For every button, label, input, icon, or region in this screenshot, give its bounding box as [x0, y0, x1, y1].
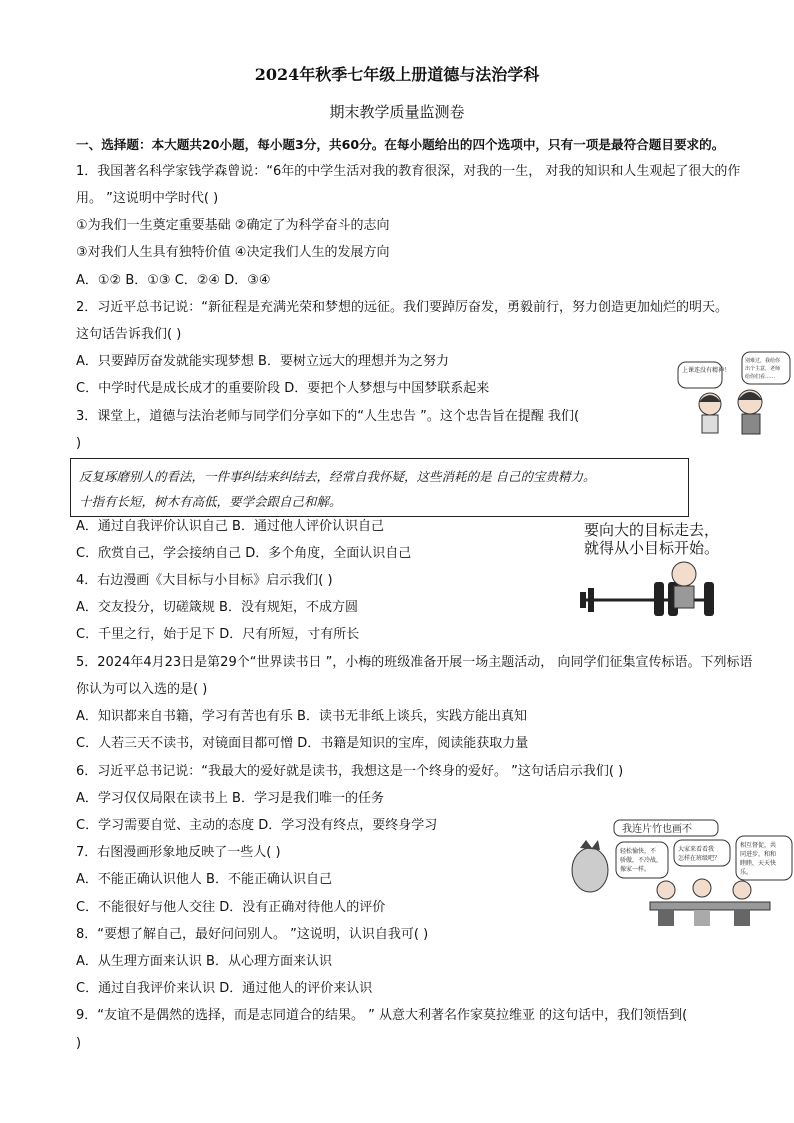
svg-text:轻松愉快，不: 轻松愉快，不: [620, 848, 657, 855]
bubble-top-text: 我连片竹也画不: [622, 824, 692, 835]
q1-stem-line1: 1．我国著名科学家钱学森曾说：“6年的中学生活对我的教育很深，对我的一生， 对我的知识和人生观起了很大的作: [76, 164, 741, 179]
page-title: 2024年秋季七年级上册道德与法治学科: [254, 65, 540, 84]
svg-text:同进步，和和: 同进步，和和: [740, 851, 777, 858]
two-children-cartoon: [676, 350, 792, 438]
q4-options-ab: A．交友投分，切磋箴规 B．没有规矩，不成方圆: [76, 600, 358, 615]
q3-quote-box: [70, 458, 689, 517]
svg-text:出个主意，老师: 出个主意，老师: [745, 366, 781, 372]
q2-options-cd: C．中学时代是成长成才的重要阶段 D．要把个人梦想与中国梦联系起来: [76, 381, 490, 396]
q4-options-cd: C．千里之行，始于足下 D．尺有所短，寸有所长: [76, 627, 360, 642]
q2-options-ab: A．只要踔厉奋发就能实现梦想 B．要树立远大的理想并为之努力: [76, 354, 449, 369]
svg-text:怎样在班级吧？: 怎样在班级吧？: [678, 855, 721, 862]
quote-line2: 十指有长短，树木有高低，要学会跟自己和解。: [79, 494, 342, 509]
q7-stem: 7．右图漫画形象地反映了一些人( ): [76, 845, 281, 860]
classroom-cartoon: [566, 818, 794, 930]
q6-stem: 6．习近平总书记说：“我最大的爱好就是读书，我想这是一个终身的爱好。 ”这句话启示我们( ): [76, 764, 624, 779]
weightlifter-caption-line2: 就得从小目标开始。: [584, 539, 720, 557]
q8-options-cd: C．通过自我评价来认识 D．通过他人的评价来认识: [76, 981, 373, 996]
svg-text:相互督促，共: 相互督促，共: [740, 842, 777, 849]
q3-stem-line1: 3．课堂上，道德与法治老师与同学们分享如下的“人生忠告 ”。这个忠告旨在提醒 我们(: [76, 409, 580, 424]
svg-text:像家一样。: 像家一样。: [620, 866, 651, 873]
q6-options-ab: A．学习仅仅局限在读书上 B．学习是我们唯一的任务: [76, 791, 384, 806]
q1-statements-2: ③对我们人生具有独特价值 ④决定我们人生的发展方向: [76, 245, 390, 260]
svg-text:睦睦，天天快: 睦睦，天天快: [740, 860, 777, 867]
q5-options-ab: A．知识都来自书籍，学习有苦也有乐 B．读书无非纸上谈兵，实践方能出真知: [76, 709, 527, 724]
q1-options: A．①② B．①③ C．②④ D．③④: [76, 273, 271, 288]
q6-options-cd: C．学习需要自觉、主动的态度 D．学习没有终点，要终身学习: [76, 818, 438, 833]
svg-text:乐。: 乐。: [740, 869, 753, 876]
q3-stem-line2: ): [76, 436, 82, 451]
q2-stem-line2: 这句话告诉我们( ): [76, 327, 182, 342]
q9-stem-line1: 9．“友谊不是偶然的选择，而是志同道合的结果。 ” 从意大利著名作家莫拉维亚 的这句话中，我们领悟到(: [76, 1008, 688, 1023]
q7-options-ab: A．不能正确认识他人 B．不能正确认识自己: [76, 872, 332, 887]
q8-stem: 8．“要想了解自己，最好问问别人。 ”这说明，认识自我可( ): [76, 927, 429, 942]
q5-stem-line2: 你认为可以入选的是( ): [76, 682, 208, 697]
svg-text:大家来看看我: 大家来看看我: [678, 846, 715, 853]
quote-line1: 反复琢磨别人的看法，一件事纠结来纠结去，经常自我怀疑，这些消耗的是 自己的宝贵精力。: [79, 469, 596, 484]
q3-options-ab: A．通过自我评价认识自己 B．通过他人评价认识自己: [76, 519, 384, 534]
svg-text:给你们看……: 给你们看……: [745, 374, 776, 380]
q5-stem-line1: 5．2024年4月23日是第29个“世界读书日 ”，小梅的班级准备开展一场主题活动， 向同学们征集宣传标语。下列标语: [76, 655, 753, 670]
q5-options-cd: C．人若三天不读书，对镜面目都可憎 D．书籍是知识的宝库，阅读能获取力量: [76, 736, 529, 751]
weightlifter-cartoon: [576, 556, 720, 618]
q3-options-cd: C．欣赏自己，学会接纳自己 D．多个角度，全面认识自己: [76, 546, 412, 561]
bubble-right-text: 别难过，我给你: [745, 358, 781, 364]
q8-options-ab: A．从生理方面来认识 B．从心理方面来认识: [76, 954, 332, 969]
section-heading: 一、选择题：本大题共20小题，每小题3分，共60分。在每小题给出的四个选项中，只有一项是最符合题目要求的。: [76, 137, 725, 152]
q2-stem-line1: 2．习近平总书记说：“新征程是充满光荣和梦想的远征。我们要踔厉奋发，勇毅前行，努力创造更加灿烂的明天。: [76, 300, 729, 315]
q9-stem-line2: ): [76, 1036, 82, 1051]
q1-stem-line2: 用。 ”这说明中学时代( ): [76, 191, 219, 206]
q7-options-cd: C．不能很好与他人交往 D．没有正确对待他人的评价: [76, 900, 386, 915]
svg-text:骄傲，不冷战，: 骄傲，不冷战，: [620, 857, 663, 864]
bubble-left-text: 上课连没有精神！: [682, 367, 731, 374]
q4-stem: 4．右边漫画《大目标与小目标》启示我们( ): [76, 573, 333, 588]
page-subtitle: 期末教学质量监测卷: [329, 103, 465, 121]
q1-statements-1: ①为我们一生奠定重要基础 ②确定了为科学奋斗的志向: [76, 218, 390, 233]
weightlifter-caption-line1: 要向大的目标走去，: [584, 521, 720, 539]
